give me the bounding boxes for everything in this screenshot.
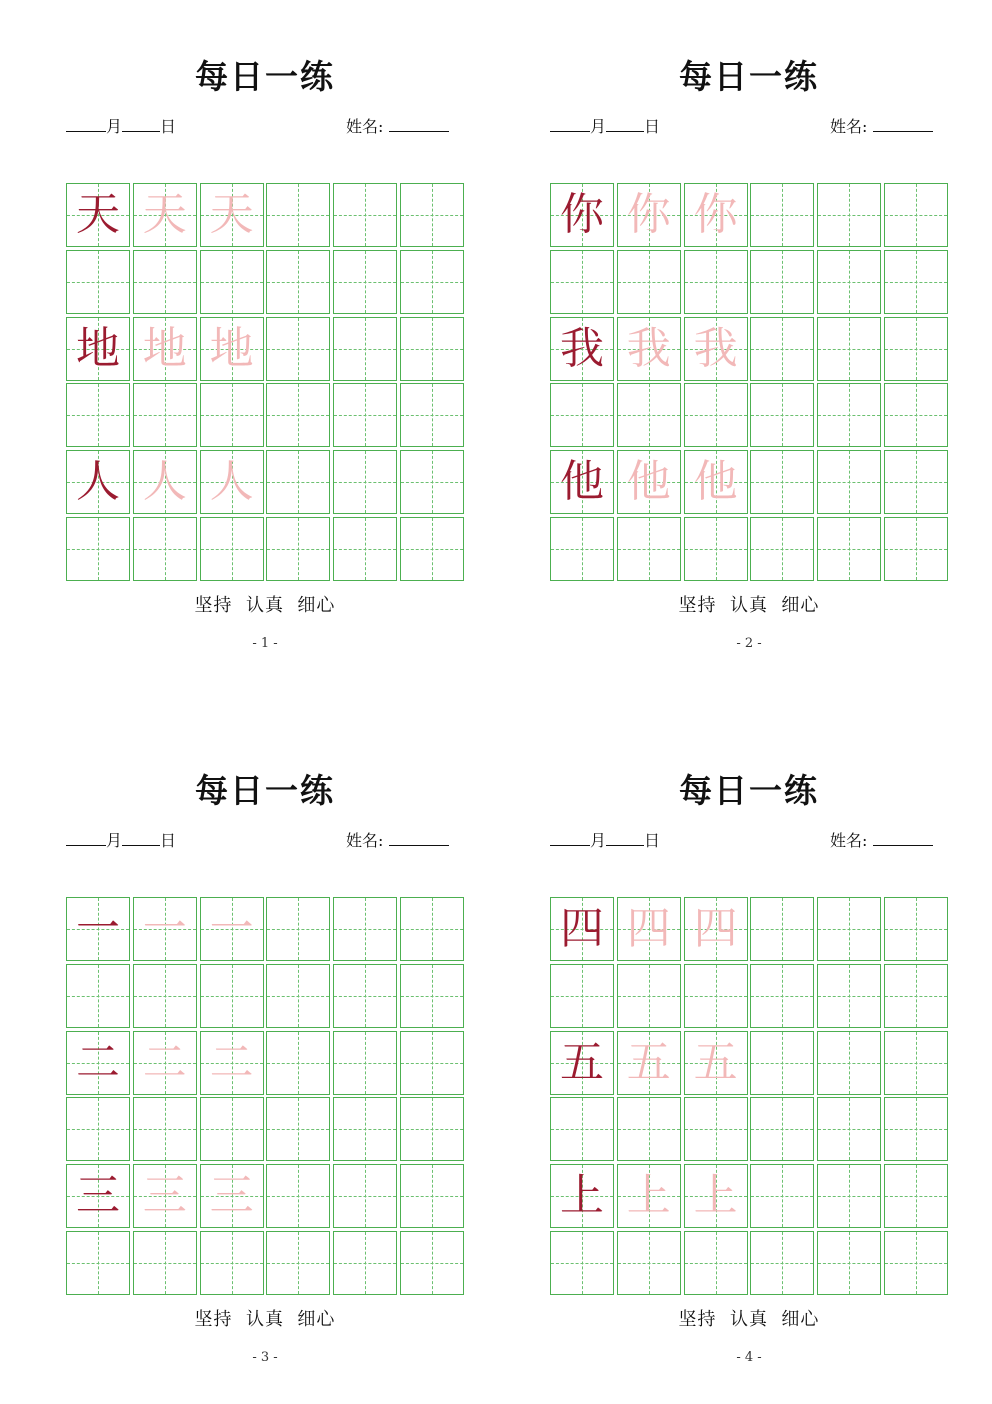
grid-cell [750,897,814,961]
model-character: 他 [560,456,604,508]
grid-cell [750,1031,814,1095]
trace-character: 天 [209,189,254,240]
grid-cell [750,183,814,247]
grid-cell [266,383,330,447]
grid-cell [266,517,330,581]
grid-cell [266,250,330,314]
grid-cell [684,964,748,1028]
grid-cell [266,183,330,247]
grid-cell [884,383,948,447]
date-field [550,831,660,851]
trace-character: 二 [142,1036,187,1088]
grid-cell [550,1097,614,1161]
name-blank [873,831,933,846]
grid-cell [817,1097,881,1161]
grid-cell [684,317,748,381]
grid-cell [750,383,814,447]
model-character: 三 [76,1170,120,1222]
grid-cell [66,250,130,314]
grid-cell [66,964,130,1028]
day-blank [122,117,160,132]
trace-character: 上 [693,1170,738,1222]
month-blank [66,831,106,846]
grid-cell [266,964,330,1028]
grid-cell [617,183,681,247]
trace-character: 四 [626,903,671,954]
grid-cell [66,1164,130,1228]
grid-cell [333,317,397,381]
page-number: - 2 - [736,636,762,651]
month-label: 月 [590,831,607,850]
grid-cell [550,383,614,447]
grid-cell [550,317,614,381]
grid-cell [66,1031,130,1095]
grid-cell [750,517,814,581]
grid-cell [884,897,948,961]
grid-cell [200,964,264,1028]
worksheet-4 [550,714,970,1365]
motto: 坚持 认真 细心 [678,1309,820,1330]
grid-cell [400,317,464,381]
trace-character: 一 [209,903,254,954]
grid-cell [617,1031,681,1095]
grid-cell [884,1164,948,1228]
grid-cell [884,317,948,381]
month-label: 月 [106,117,123,136]
grid-cell [200,1097,264,1161]
sheet-title: 每日一练 [679,771,819,810]
grid-cell [66,317,130,381]
date-field [66,117,176,137]
day-blank [606,831,644,846]
grid-cell [133,517,197,581]
grid-cell [333,1164,397,1228]
trace-character: 人 [209,456,254,508]
grid-cell [884,250,948,314]
grid-cell [617,250,681,314]
grid-cell [750,317,814,381]
model-character: 五 [560,1036,604,1088]
page-number: - 4 - [736,1350,762,1365]
grid-cell [884,450,948,514]
trace-character: 天 [142,189,187,240]
grid-cell [333,383,397,447]
grid-cell [400,517,464,581]
model-character: 一 [76,903,120,954]
grid-cell [66,897,130,961]
sheet-title: 每日一练 [679,57,819,96]
date-field [550,117,660,137]
trace-character: 他 [626,456,671,508]
model-character: 人 [76,456,120,508]
month-label: 月 [590,117,607,136]
grid-cell [66,450,130,514]
grid-cell [66,1231,130,1295]
grid-cell [133,450,197,514]
trace-character: 五 [626,1036,671,1088]
date-field [66,831,176,851]
name-label: 姓名: [830,831,868,850]
grid-cell [884,1031,948,1095]
grid-cell [266,450,330,514]
trace-character: 一 [142,903,187,954]
grid-cell [400,1231,464,1295]
page-number: - 1 - [252,636,278,651]
grid-cell [550,1231,614,1295]
grid-cell [550,183,614,247]
tianzige-grid [66,183,464,581]
grid-cell [266,1231,330,1295]
grid-cell [750,1097,814,1161]
grid-cell [266,1097,330,1161]
grid-cell [400,183,464,247]
grid-cell [200,183,264,247]
grid-cell [333,450,397,514]
name-label: 姓名: [346,117,384,136]
grid-cell [133,250,197,314]
grid-cell [133,897,197,961]
model-character: 四 [560,903,604,954]
name-field [346,831,449,851]
grid-cell [817,897,881,961]
grid-cell [200,250,264,314]
grid-cell [684,897,748,961]
grid-cell [400,897,464,961]
grid-cell [817,1231,881,1295]
grid-cell [400,1031,464,1095]
grid-cell [617,897,681,961]
grid-cell [817,517,881,581]
grid-cell [884,964,948,1028]
grid-cell [684,250,748,314]
grid-cell [884,1231,948,1295]
day-label: 日 [644,117,661,136]
model-character: 二 [76,1036,120,1088]
name-field [830,117,933,137]
grid-cell [684,1164,748,1228]
day-label: 日 [160,117,177,136]
grid-cell [200,450,264,514]
grid-cell [200,317,264,381]
grid-cell [684,1097,748,1161]
grid-cell [617,1097,681,1161]
grid-cell [333,897,397,961]
month-blank [550,117,590,132]
grid-cell [617,1164,681,1228]
grid-cell [817,450,881,514]
grid-cell [750,450,814,514]
trace-character: 我 [626,322,671,374]
grid-cell [684,450,748,514]
grid-cell [550,450,614,514]
day-label: 日 [644,831,661,850]
grid-cell [66,1097,130,1161]
model-character: 天 [76,189,120,240]
grid-cell [550,1164,614,1228]
worksheet-3 [66,714,486,1365]
worksheet-2 [550,0,970,651]
grid-cell [400,964,464,1028]
model-character: 你 [560,189,604,240]
sheet-title: 每日一练 [195,771,335,810]
grid-cell [200,897,264,961]
grid-cell [550,964,614,1028]
grid-cell [884,1097,948,1161]
trace-character: 上 [626,1170,671,1222]
motto: 坚持 认真 细心 [194,1309,336,1330]
grid-cell [333,1097,397,1161]
model-character: 地 [76,322,120,374]
name-field [346,117,449,137]
grid-cell [550,250,614,314]
tianzige-grid [66,897,464,1295]
grid-cell [66,517,130,581]
grid-cell [884,183,948,247]
trace-character: 三 [142,1170,187,1222]
grid-cell [266,1164,330,1228]
grid-cell [684,517,748,581]
grid-cell [750,1164,814,1228]
grid-cell [266,897,330,961]
model-character: 上 [560,1170,604,1222]
name-label: 姓名: [830,117,868,136]
grid-cell [400,250,464,314]
day-label: 日 [160,831,177,850]
trace-character: 我 [693,322,738,374]
name-field [830,831,933,851]
grid-cell [684,1231,748,1295]
trace-character: 地 [209,322,254,374]
grid-cell [333,183,397,247]
trace-character: 他 [693,456,738,508]
grid-cell [200,1231,264,1295]
grid-cell [400,1164,464,1228]
name-blank [389,831,449,846]
grid-cell [684,183,748,247]
grid-cell [817,183,881,247]
grid-cell [617,964,681,1028]
trace-character: 你 [626,189,671,240]
trace-character: 二 [209,1036,254,1088]
grid-cell [550,517,614,581]
sheet-title: 每日一练 [195,57,335,96]
grid-cell [550,897,614,961]
grid-cell [266,317,330,381]
grid-cell [133,1231,197,1295]
grid-cell [617,450,681,514]
grid-cell [200,383,264,447]
grid-cell [333,964,397,1028]
tianzige-grid [550,897,948,1295]
trace-character: 地 [142,322,187,374]
tianzige-grid [550,183,948,581]
grid-cell [400,450,464,514]
grid-cell [817,1164,881,1228]
trace-character: 你 [693,189,738,240]
day-blank [122,831,160,846]
motto: 坚持 认真 细心 [194,595,336,616]
grid-cell [817,383,881,447]
grid-cell [133,383,197,447]
grid-cell [684,1031,748,1095]
month-blank [66,117,106,132]
model-character: 我 [560,322,604,374]
trace-character: 四 [693,903,738,954]
grid-cell [750,250,814,314]
trace-character: 三 [209,1170,254,1222]
grid-cell [617,383,681,447]
grid-cell [884,517,948,581]
grid-cell [817,317,881,381]
month-label: 月 [106,831,123,850]
trace-character: 人 [142,456,187,508]
name-label: 姓名: [346,831,384,850]
motto: 坚持 认真 细心 [678,595,820,616]
trace-character: 五 [693,1036,738,1088]
grid-cell [66,183,130,247]
grid-cell [400,1097,464,1161]
grid-cell [266,1031,330,1095]
grid-cell [133,1097,197,1161]
grid-cell [333,1231,397,1295]
name-blank [873,117,933,132]
grid-cell [133,964,197,1028]
grid-cell [817,964,881,1028]
grid-cell [200,1164,264,1228]
grid-cell [333,517,397,581]
grid-cell [817,250,881,314]
grid-cell [200,1031,264,1095]
grid-cell [817,1031,881,1095]
grid-cell [333,1031,397,1095]
page-number: - 3 - [252,1350,278,1365]
grid-cell [133,1031,197,1095]
grid-cell [617,517,681,581]
grid-cell [550,1031,614,1095]
grid-cell [133,317,197,381]
grid-cell [617,1231,681,1295]
grid-cell [66,383,130,447]
grid-cell [750,1231,814,1295]
month-blank [550,831,590,846]
grid-cell [400,383,464,447]
grid-cell [333,250,397,314]
grid-cell [617,317,681,381]
grid-cell [133,183,197,247]
grid-cell [750,964,814,1028]
grid-cell [200,517,264,581]
grid-cell [684,383,748,447]
worksheet-1 [66,0,486,651]
grid-cell [133,1164,197,1228]
day-blank [606,117,644,132]
name-blank [389,117,449,132]
